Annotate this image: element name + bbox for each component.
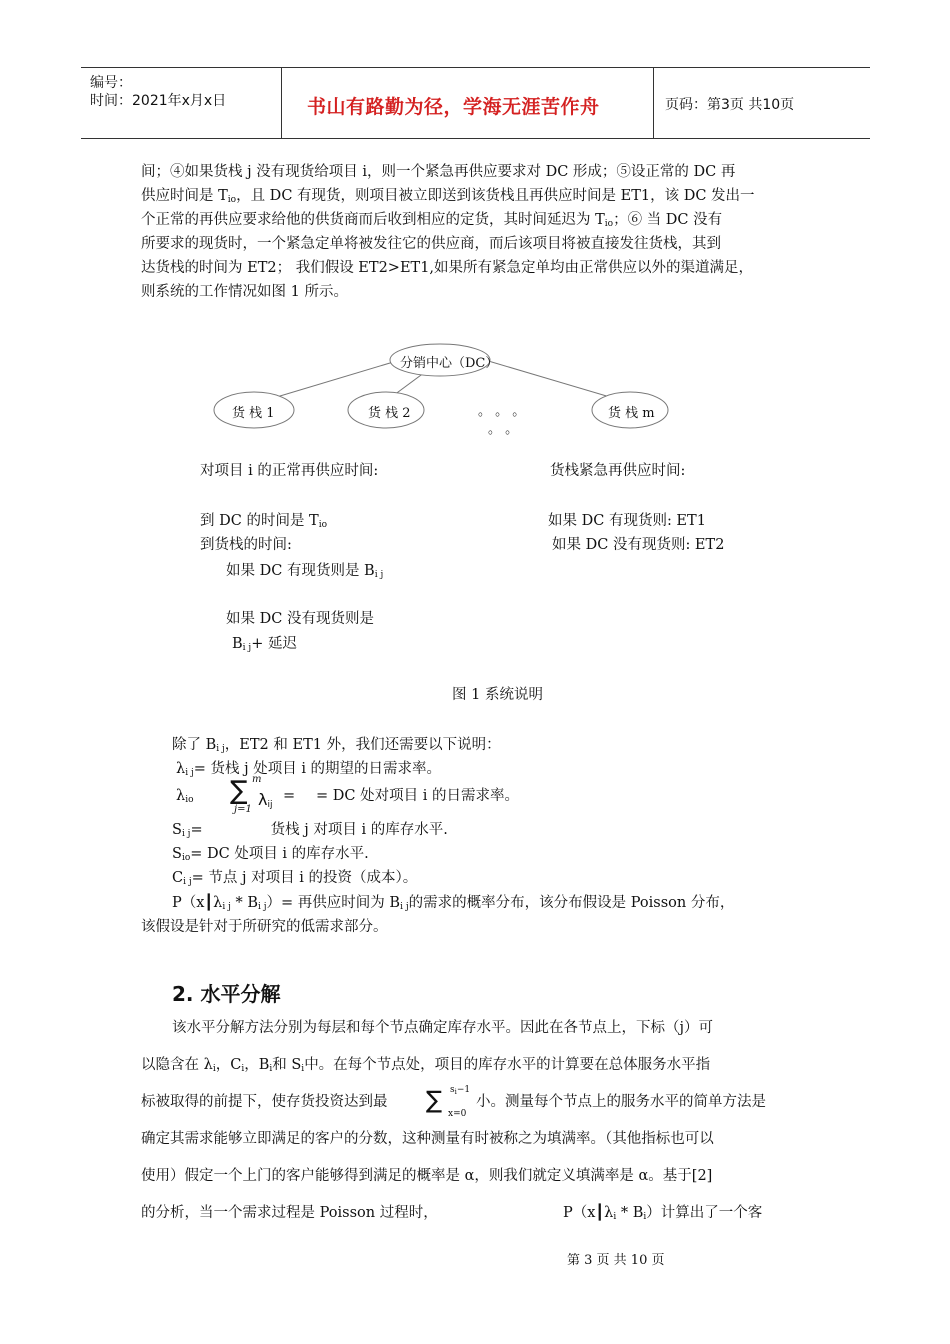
figure-right-have: 如果 DC 有现货则: ET1 <box>548 513 706 529</box>
def-lambda-io: $\lambda_{io}$ <box>176 788 194 805</box>
figure-left-delay: $B_{i j}+$ 延迟 <box>232 636 297 653</box>
sum-upper-bound: $s_i-1$ <box>450 1085 471 1096</box>
figure-left-title: 对项目 i 的正常再供应时间: <box>200 463 379 479</box>
header-motto: 书山有路勤为径，学海无涯苦作舟 <box>307 96 600 118</box>
store-node-2-label: 货 栈 2 <box>368 406 411 421</box>
intro-line-3: 个正常的再供应要求给他的供货商而后收到相应的定货，其时间延迟为 $T_{io}$；⑥ 当 DC 没有 <box>141 212 723 229</box>
def-s-io: $S_{io}=$ DC 处项目 i 的库存水平. <box>172 846 369 863</box>
def-lambda-io-eq: = <box>283 788 296 804</box>
document-date: 时间：2021年x月x日 <box>90 93 227 109</box>
intro-line-5: 达货栈的时间为 ET2； 我们假设 ET2>ET1,如果所有紧急定单均由正常供应以外的渠道满足， <box>141 260 754 276</box>
intro-line-1: 间；④如果货栈 j 没有现货给项目 i，则一个紧急再供应要求对 DC 形成；⑤设正常的 DC 再 <box>141 164 736 180</box>
dc-node-label: 分销中心（DC） <box>400 356 499 371</box>
sum-lower-bound: j=1 <box>234 804 252 815</box>
section-line-6-formula: $P(x┃\lambda_i * B_i)$计算出了一个客 <box>563 1205 763 1222</box>
section-line-4: 确定其需求能够立即满足的客户的分数，这种测量有时被称之为填满率。（其他指标也可以 <box>141 1131 714 1147</box>
figure-left-nohave: 如果 DC 没有现货则是 <box>226 611 374 627</box>
section-line-5: 使用）假定一个上门的客户能够得到满足的概率是 α，则我们就定义填满率是 α。基于[2] <box>141 1168 713 1184</box>
sum-upper-bound: m <box>252 774 262 785</box>
header-divider <box>653 68 654 138</box>
ellipsis-top: 。 。 。 <box>478 404 526 419</box>
section-line-3-tail: 小。测量每个节点上的服务水平的简单方法是 <box>476 1094 766 1110</box>
intro-line-4: 所要求的现货时，一个紧急定单将被发往它的供应商，而后该项目将被直接发往货栈，其到 <box>141 236 721 252</box>
def-lambda-ij: $\lambda_{i j}=$ 货栈 j 处项目 i 的期望的日需求率。 <box>176 761 442 778</box>
figure-left-have: 如果 DC 有现货则是 $B_{i j}$ <box>226 563 384 580</box>
page-footer: 第 3 页 共 10 页 <box>567 1253 665 1268</box>
sum-lower-bound: x=0 <box>448 1109 467 1119</box>
section-line-3: 标被取得的前提下，使存货投资达到最 <box>141 1094 388 1110</box>
def-p-line: $P(x┃\lambda_{i j} * B_{i j})=$ 再供应时间为 $B_{i j}$的需求的概率分布，该分布假设是 Poisson 分布， <box>172 895 735 912</box>
link-line <box>485 360 620 400</box>
intro-line-6: 则系统的工作情况如图 1 所示。 <box>141 284 348 300</box>
ellipsis-bottom: 。 。 <box>488 422 519 437</box>
distribution-diagram <box>200 330 680 440</box>
def-s-ij: $S_{i j}=$ 货栈 j 对项目 i 的库存水平. <box>172 822 448 839</box>
intro-line-2: 供应时间是 $T_{io}$，且 DC 有现货，则项目被立即送到该货栈且再供应时间是 ET1，该 DC 发出一 <box>141 188 755 205</box>
section-line-1: 该水平分解方法分别为每层和每个节点确定库存水平。因此在各节点上，下标（j）可 <box>172 1020 713 1036</box>
section-line-2: 以隐含在 $\lambda_i$，$C_i$，$B_i$和 $S_i$中。在每个节点处，项目的库存水平的计算要在总体服务水平指 <box>141 1057 711 1074</box>
figure-caption: 图 1 系统说明 <box>452 687 543 703</box>
sum-symbol: ∑ <box>230 776 248 806</box>
store-node-m-label: 货 栈 m <box>608 406 655 421</box>
section-title: 2. 水平分解 <box>172 982 281 1006</box>
figure-right-nohave: 如果 DC 没有现货则: ET2 <box>552 537 725 553</box>
def-p-line-2: 该假设是针对于所研究的低需求部分。 <box>141 919 388 935</box>
sum-symbol: ∑ <box>426 1086 443 1114</box>
document-number-label: 编号： <box>90 75 132 91</box>
page-indicator: 页码：第3页 共10页 <box>665 97 795 113</box>
section-line-6: 的分析，当一个需求过程是 Poisson 过程时， <box>141 1205 438 1221</box>
figure-right-title: 货栈紧急再供应时间: <box>550 463 686 479</box>
def-lambda-io-text: = DC 处对项目 i 的日需求率。 <box>316 788 519 804</box>
def-c-ij: $C_{i j}=$ 节点 j 对项目 i 的投资（成本）。 <box>172 870 418 887</box>
figure-left-dc: 到 DC 的时间是 $T_{io}$ <box>200 513 328 530</box>
store-node-1-label: 货 栈 1 <box>232 406 275 421</box>
header-table <box>81 67 870 139</box>
figure-left-store: 到货栈的时间: <box>200 537 292 553</box>
header-divider <box>281 68 282 138</box>
sum-term: $\lambda_{ij}$ <box>258 790 273 810</box>
defs-intro: 除了 $B_{i j}$，ET2 和 ET1 外，我们还需要以下说明： <box>172 737 501 754</box>
